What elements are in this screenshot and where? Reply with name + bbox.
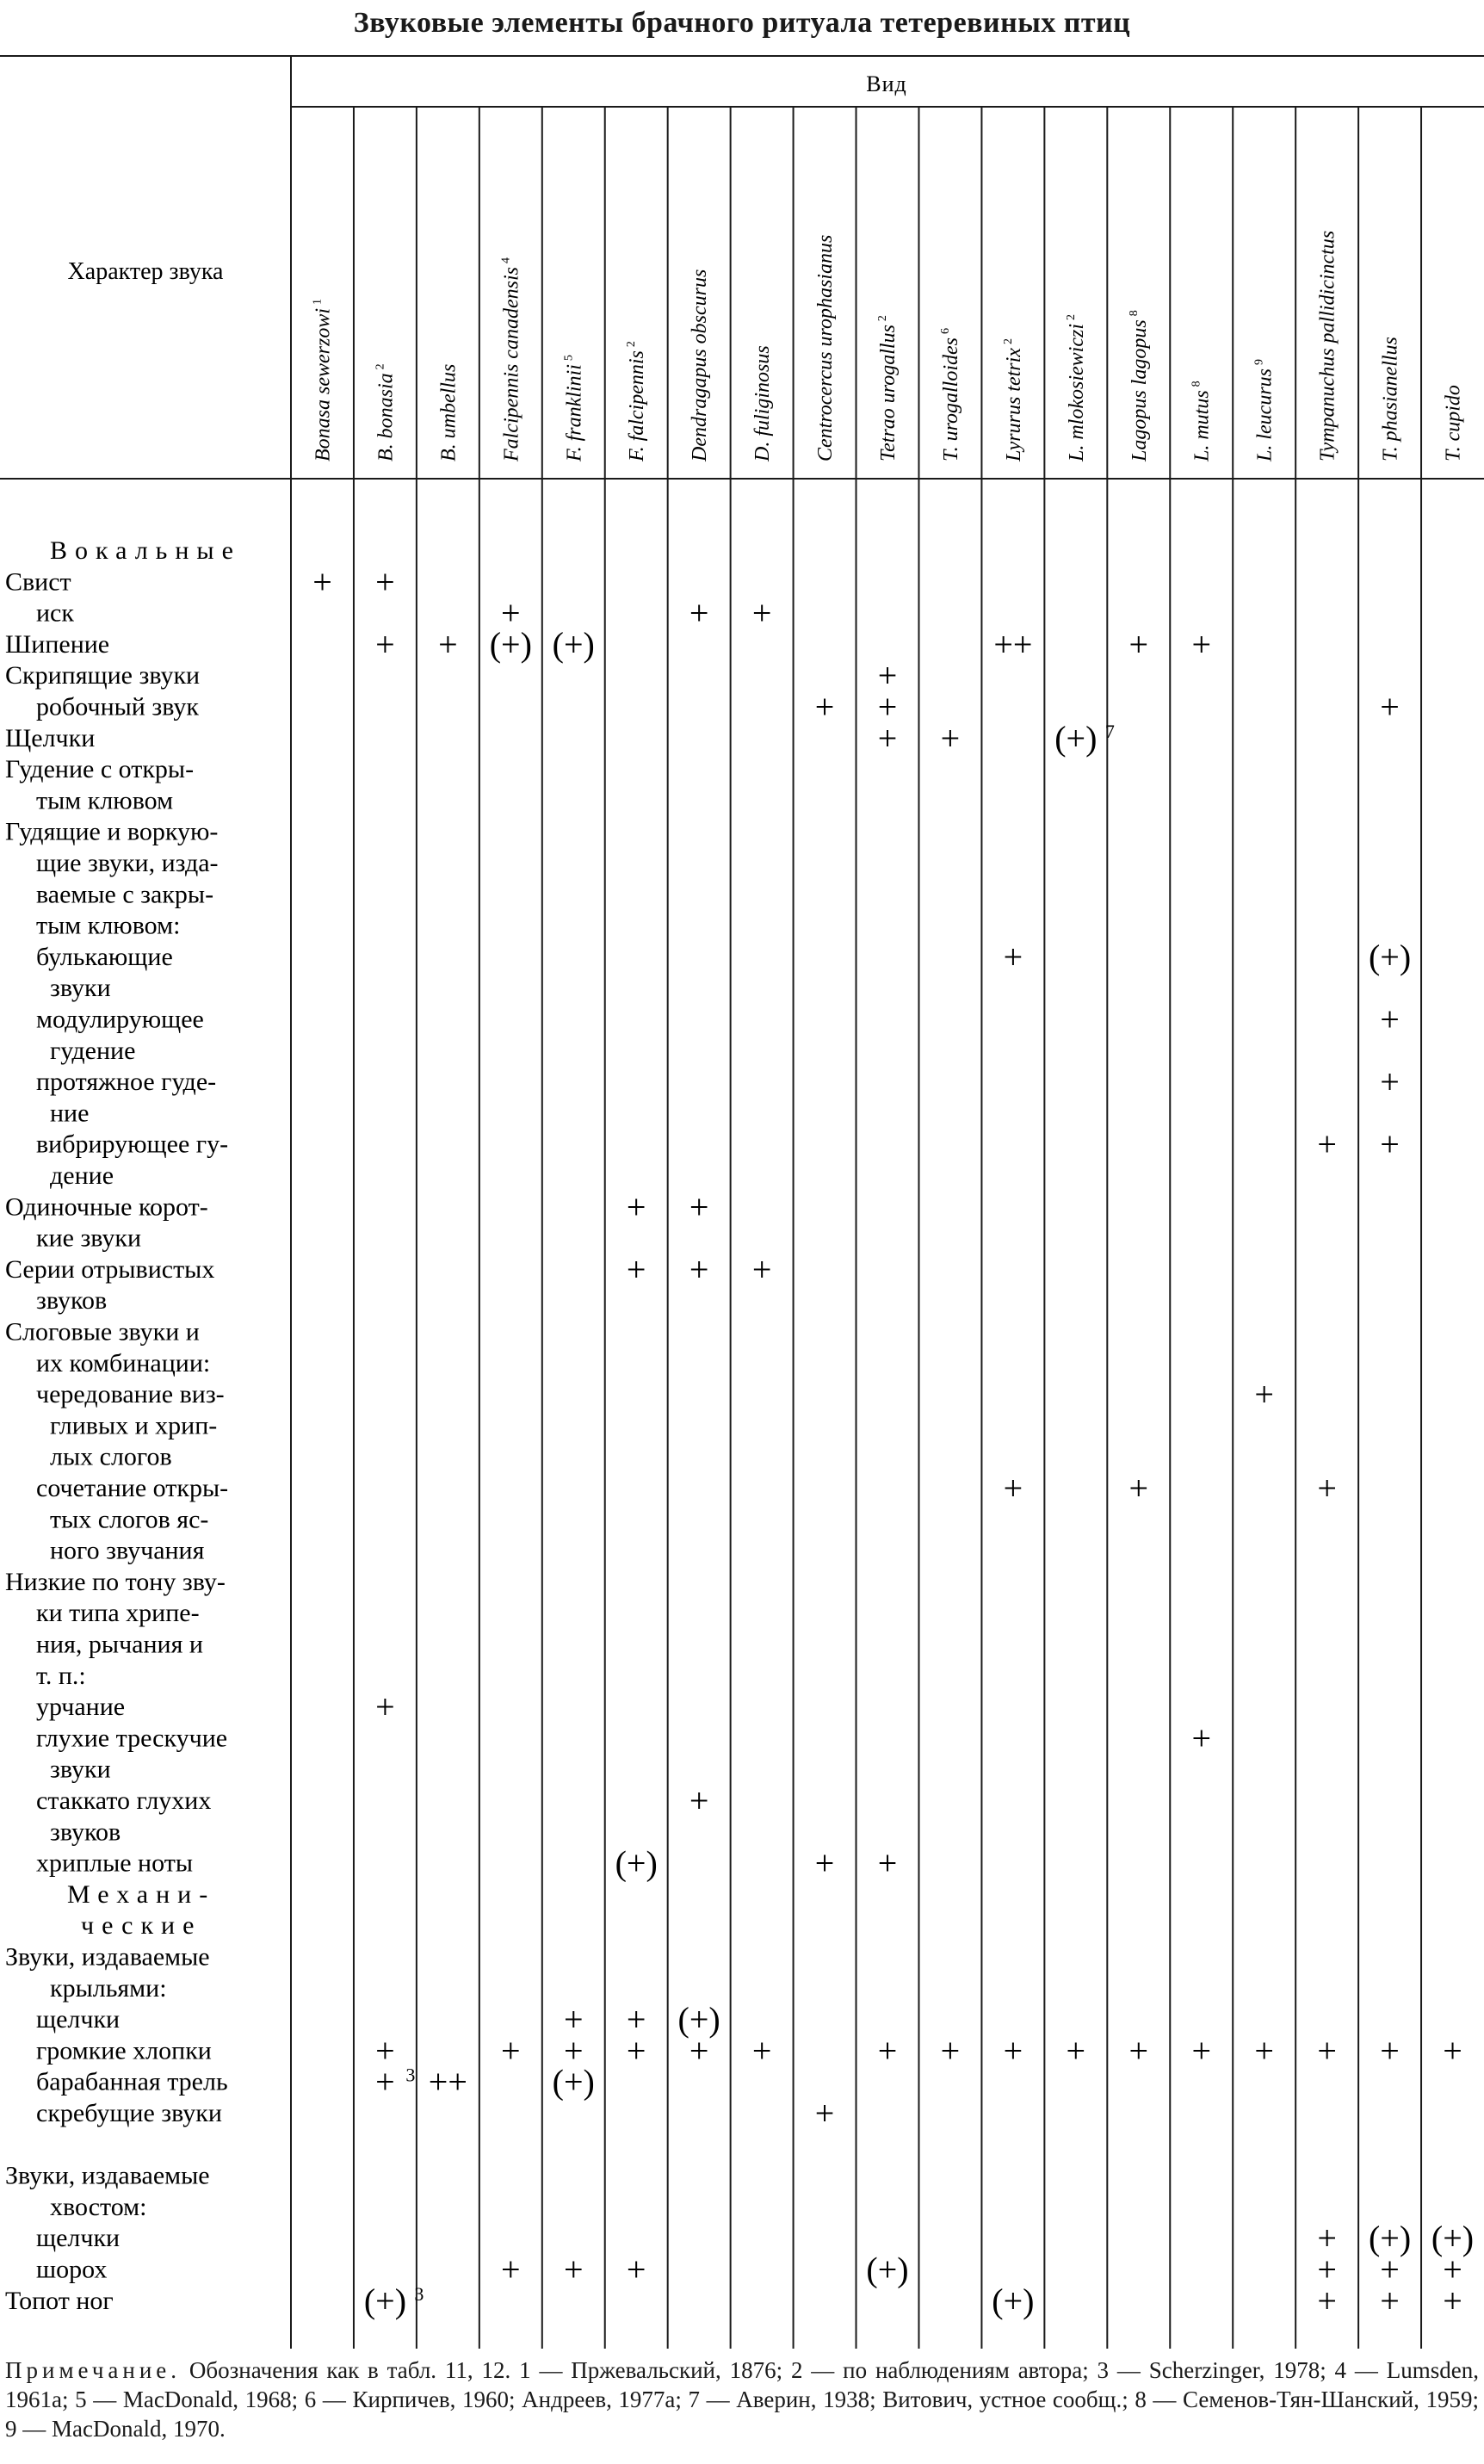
cell-mark: + <box>877 687 898 727</box>
cell-mark: + <box>501 593 521 633</box>
cell-mark: + <box>626 2000 646 2040</box>
row-label: скребущие звуки <box>36 2099 222 2127</box>
cell-mark: + <box>1380 1000 1400 1039</box>
species-footnote-ref: 9 <box>1252 359 1266 365</box>
row-label: крыльями: <box>50 1973 167 2003</box>
cell-mark: + <box>1066 2031 1086 2071</box>
species-footnote-ref: 2 <box>625 341 639 348</box>
cell-mark: (+) <box>677 2000 720 2040</box>
species-name <box>625 341 648 462</box>
row-label: гудение <box>50 1036 136 1065</box>
cell-mark: + <box>940 718 961 758</box>
cell-mark: (+) <box>1368 937 1412 976</box>
cell-mark: (+) <box>363 2281 407 2320</box>
species-name-text: L. leucurus <box>1253 368 1277 461</box>
species-name-text: Falcipennis canadensis <box>500 267 523 461</box>
cell-mark: + <box>438 624 458 664</box>
row-label: Звуки, издаваемые <box>5 1942 210 1972</box>
cell-mark: (+) <box>866 2250 909 2289</box>
cell-mark: + <box>1191 1718 1212 1758</box>
row-label: кие звуки <box>36 1223 142 1253</box>
cell-mark: + <box>1191 624 1212 664</box>
row-label: стаккато глухих <box>36 1786 212 1815</box>
cell-mark: (+) <box>992 2281 1035 2320</box>
species-name <box>751 345 774 462</box>
cell-mark: + <box>689 2031 709 2071</box>
row-label: звуки <box>50 974 111 1003</box>
row-label: звуков <box>36 1286 108 1316</box>
cell-mark: + <box>1317 1469 1337 1507</box>
row-label: ного звучания <box>50 1536 205 1565</box>
row-label: ние <box>50 1099 90 1128</box>
cell-mark: + <box>1191 2031 1212 2071</box>
cell-mark: (+) <box>1431 2219 1475 2258</box>
cell-mark: + <box>1380 687 1400 727</box>
species-name-text: L. mlokosiewiczi <box>1065 324 1088 461</box>
row-label: гливых и хрип- <box>50 1411 218 1440</box>
species-footnote-ref: 2 <box>1001 338 1015 345</box>
species-footnote-ref: 6 <box>938 327 952 334</box>
row-label: сочетание откры- <box>36 1474 229 1502</box>
row-label: Щелчки <box>5 723 96 752</box>
row-label: щелчки <box>36 2005 121 2034</box>
cell-mark: + <box>1317 2281 1337 2320</box>
row-label: Свист <box>5 567 71 597</box>
species-name-text: Bonasa sewerzowi <box>312 307 335 461</box>
cell-mark: + <box>563 2031 584 2071</box>
species-footnote-ref: 8 <box>1127 310 1141 317</box>
species-name-text: T. phasianellus <box>1379 337 1402 461</box>
cell-mark: + <box>1380 2031 1400 2071</box>
row-label: Скрипящие звуки <box>5 661 201 690</box>
row-label: протяжное гуде- <box>36 1068 217 1097</box>
cell-mark: (+) <box>489 624 532 664</box>
row-label: шорох <box>36 2255 108 2284</box>
row-label: Гудение с откры- <box>5 755 195 784</box>
cell-footnote-ref: 3 <box>414 2282 424 2305</box>
species-name <box>1128 310 1151 462</box>
cell-mark: + <box>689 1249 709 1289</box>
species-footnote-ref: 1 <box>311 298 325 305</box>
cell-mark: + <box>1128 2031 1149 2071</box>
species-name <box>311 299 334 461</box>
row-label: робочный звук <box>36 692 199 721</box>
species-name-text: B. umbellus <box>437 363 461 461</box>
cell-mark: (+) <box>552 2062 595 2102</box>
species-name <box>562 355 585 462</box>
cell-mark: + <box>1317 2031 1337 2071</box>
row-label: Серии отрывистых <box>5 1254 215 1284</box>
row-label: Топот ног <box>5 2286 114 2315</box>
row-label: Одиночные корот- <box>5 1192 208 1222</box>
cell-mark: + <box>375 2062 395 2102</box>
cell-mark: + <box>1317 2219 1337 2258</box>
cell-mark: + <box>1254 2031 1274 2071</box>
row-label: глухие трескучие <box>36 1724 228 1753</box>
row-label: тым клювом: <box>36 911 181 940</box>
table-title: Звуковые элементы брачного ритуала тетеревиных птиц <box>353 7 1131 39</box>
cell-mark: ++ <box>428 2062 467 2102</box>
cell-mark: + <box>689 593 709 633</box>
species-name-text: F. franklinii <box>563 364 586 461</box>
cell-mark: + <box>1254 1375 1274 1415</box>
cell-mark: + <box>689 1781 709 1820</box>
species-name <box>939 328 962 461</box>
species-name <box>1317 231 1339 461</box>
row-label: ния, рычания и <box>36 1630 203 1659</box>
cell-mark: + <box>626 1187 646 1227</box>
cell-mark: + <box>1380 2281 1400 2320</box>
row-label: щие звуки, изда- <box>36 849 219 877</box>
species-name <box>374 363 397 461</box>
cell-mark: + <box>814 687 835 727</box>
cell-mark: + <box>1443 2250 1462 2289</box>
cell-mark: + <box>375 1687 395 1727</box>
species-name-text: Lyrurus tetrix <box>1002 348 1025 461</box>
section-heading: Вокальные <box>50 536 241 565</box>
row-label: Гудящие и воркую- <box>5 817 219 846</box>
species-name-text: Dendragapus obscurus <box>689 269 712 461</box>
species-name <box>437 364 460 461</box>
cell-mark: + <box>1317 1124 1337 1164</box>
species-name-text: T. cupido <box>1442 385 1465 461</box>
cell-mark: (+) <box>1054 718 1098 758</box>
cell-mark: + <box>1003 937 1023 976</box>
note-label: Примечание. <box>5 2357 182 2383</box>
column-header-character: Характер звука <box>67 258 224 285</box>
cell-mark: + <box>877 656 898 696</box>
row-label: их комбинации: <box>36 1348 211 1377</box>
cell-mark: + <box>1443 2031 1462 2071</box>
section-heading: ческие <box>81 1911 202 1941</box>
row-label: вибрирующее гу- <box>36 1130 229 1159</box>
cell-mark: + <box>814 2094 835 2133</box>
cell-mark: + <box>563 2000 584 2040</box>
cell-mark: + <box>1128 1469 1149 1507</box>
row-label: чередование виз- <box>36 1380 225 1409</box>
species-name-text: B. bonasia <box>374 373 398 461</box>
cell-mark: + <box>751 593 772 633</box>
cell-mark: (+) <box>552 624 595 664</box>
cell-mark: + <box>501 2250 521 2289</box>
cell-footnote-ref: 3 <box>405 2064 416 2086</box>
species-name <box>1002 338 1025 462</box>
cell-mark: + <box>375 2031 395 2071</box>
species-footnote-ref: 4 <box>499 257 513 264</box>
species-footnote-ref: 5 <box>562 355 576 362</box>
cell-mark: + <box>877 718 898 758</box>
cell-mark: + <box>563 2250 584 2289</box>
cell-mark: + <box>1380 1124 1400 1164</box>
cell-mark: + <box>626 1249 646 1289</box>
species-name-text: F. falcipennis <box>626 350 649 461</box>
column-header-vid: Вид <box>866 71 907 96</box>
species-footnote-ref: 2 <box>876 315 889 322</box>
row-label: хриплые ноты <box>36 1848 193 1878</box>
cell-footnote-ref: 7 <box>1104 720 1115 742</box>
cell-mark: + <box>375 624 395 664</box>
row-label: дение <box>50 1161 114 1190</box>
row-label: модулирующее <box>36 1005 204 1034</box>
species-name-text: T. urogalloides <box>939 337 962 461</box>
cell-mark: + <box>751 1249 772 1289</box>
species-name <box>1065 314 1088 462</box>
row-label: звуки <box>50 1755 111 1784</box>
cell-mark: (+) <box>615 1843 658 1883</box>
section-heading: Механи- <box>67 1879 216 1909</box>
species-name-text: Lagopus lagopus <box>1128 319 1151 461</box>
sound-elements-table <box>0 55 1484 2349</box>
species-footnote-ref: 2 <box>374 363 387 370</box>
row-label: Шипение <box>5 629 110 659</box>
row-label: звуков <box>50 1817 121 1847</box>
table-note <box>5 2356 1479 2443</box>
cell-mark: + <box>689 1187 709 1227</box>
cell-mark: (+) <box>1368 2219 1412 2258</box>
row-label: Низкие по тону зву- <box>5 1567 226 1596</box>
row-label: ваемые с закры- <box>36 880 214 909</box>
cell-mark: + <box>814 1843 835 1883</box>
cell-mark: + <box>1128 624 1149 664</box>
species-name-text: Centrocercus urophasianus <box>814 234 838 461</box>
cell-mark: + <box>1380 2250 1400 2289</box>
row-label: булькающие <box>36 942 173 971</box>
row-label: барабанная трель <box>36 2067 228 2096</box>
species-footnote-ref: 2 <box>1064 314 1078 320</box>
species-name-text: D. fuliginosus <box>751 345 775 461</box>
row-label: Слоговые звуки и <box>5 1317 200 1347</box>
cell-mark: + <box>1380 1062 1400 1102</box>
cell-mark: + <box>1003 1469 1023 1507</box>
row-label: хвостом: <box>50 2192 147 2221</box>
row-label: щелчки <box>36 2224 121 2253</box>
cell-mark: + <box>312 562 332 602</box>
row-label: иск <box>36 598 74 628</box>
species-name <box>876 315 900 461</box>
species-name <box>1253 359 1277 462</box>
cell-mark: + <box>626 2031 646 2071</box>
row-label: лых слогов <box>50 1442 172 1471</box>
cell-mark: + <box>877 2031 898 2071</box>
row-label: тым клювом <box>36 786 174 815</box>
species-name <box>499 257 522 462</box>
row-label: т. п.: <box>36 1661 86 1690</box>
row-label: Звуки, издаваемые <box>5 2161 210 2190</box>
species-footnote-ref: 8 <box>1190 381 1203 387</box>
species-name <box>814 235 837 461</box>
cell-mark: + <box>877 1843 898 1883</box>
cell-mark: + <box>1003 2031 1023 2071</box>
cell-mark: + <box>751 2031 772 2071</box>
row-label: громкие хлопки <box>36 2036 212 2065</box>
cell-mark: ++ <box>993 624 1033 664</box>
row-label: тых слогов яс- <box>50 1505 209 1534</box>
cell-mark: + <box>940 2031 961 2071</box>
row-label: урчание <box>36 1693 126 1722</box>
cell-mark: + <box>375 562 395 602</box>
cell-mark: + <box>626 2250 646 2289</box>
row-label: ки типа хрипе- <box>36 1599 200 1628</box>
species-name-text: L. mutus <box>1190 390 1214 461</box>
cell-mark: + <box>1443 2281 1462 2320</box>
species-name <box>689 269 711 462</box>
species-name <box>1443 385 1465 461</box>
cell-mark: + <box>501 2031 521 2071</box>
note-text: Обозначения как в табл. 11, 12. 1 — Пржевальский, 1876; 2 — по наблюдениям автора; 3 — Scherzinger, 1978; 4 — Lumsden, 1961a; 5 — MacDonald, 1968; 6 — Кирпичев, 1960; Андреев, 1977a; 7 — Аверин, 1938; Витович, устное сообщ.; 8 — Семенов-Тян-Шанский, 1959; 9 — MacDonald, 1970. <box>5 2357 1479 2442</box>
species-name-text: Tympanuchus pallidicinctus <box>1316 230 1339 461</box>
species-name <box>1190 381 1214 462</box>
species-name-text: Tetrao urogallus <box>877 325 900 461</box>
cell-mark: + <box>1317 2250 1337 2289</box>
species-name <box>1380 337 1402 461</box>
